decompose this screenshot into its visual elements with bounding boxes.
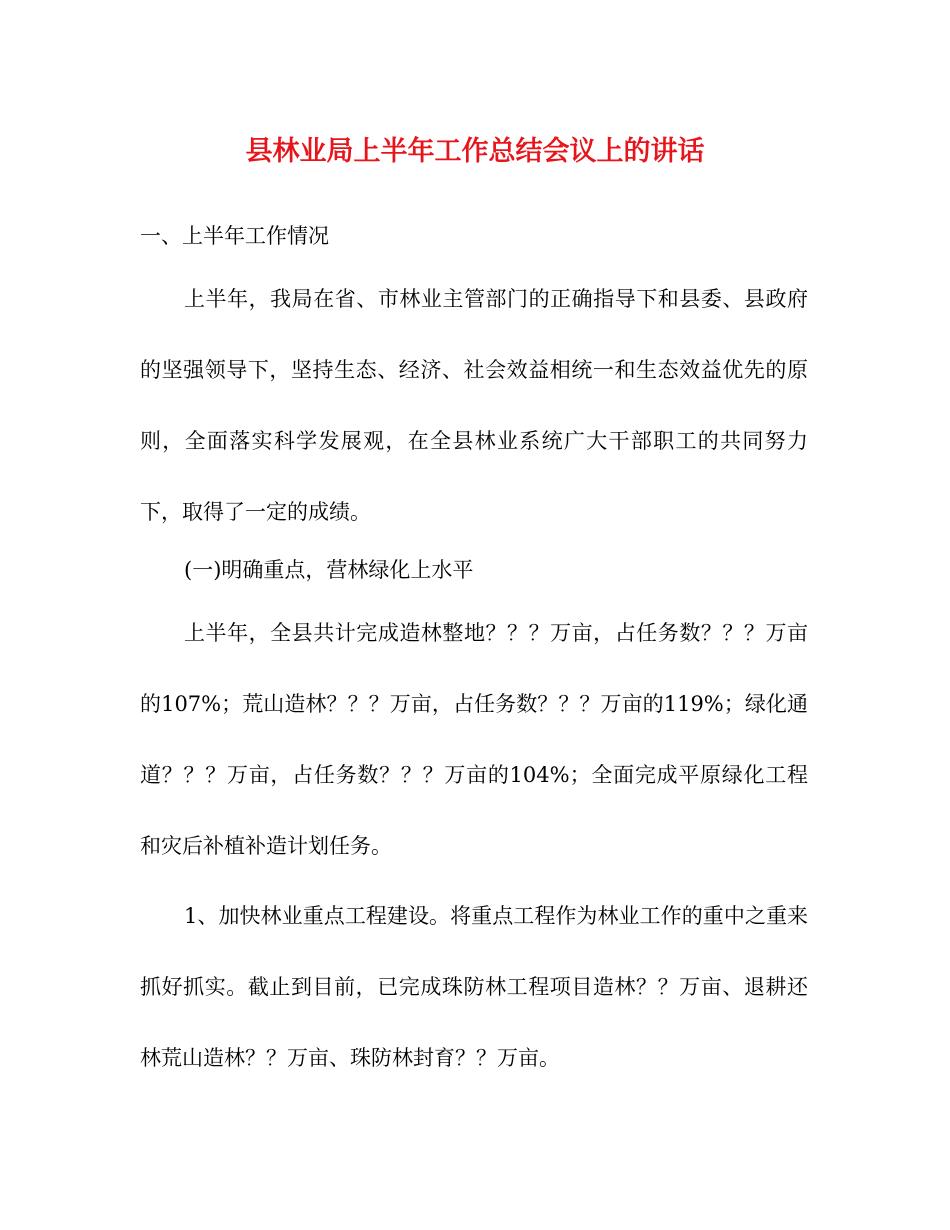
paragraph-key-projects: 1、加快林业重点工程建设。将重点工程作为林业工作的重中之重来抓好抓实。截止到目前，已完成珠防林工程项目造林？？万亩、退耕还林荒山造林？？万亩、珠防林封育？？万亩。 — [140, 904, 808, 1070]
section-heading: 一、上半年工作情况 — [140, 224, 329, 248]
paragraph-overview: 上半年，我局在省、市林业主管部门的正确指导下和县委、县政府的坚强领导下，坚持生态、经济、社会效益相统一和生态效益优先的原则，全面落实科学发展观，在全县林业系统广大干部职工的共同努力下，取得了一定的成绩。 — [140, 287, 808, 524]
subheading-afforestation: (一)明确重点，营林绿化上水平 — [184, 558, 474, 582]
document-title: 县林业局上半年工作总结会议上的讲话 — [245, 136, 705, 167]
paragraph-afforestation-stats: 上半年，全县共计完成造林整地？？？万亩，占任务数？？？万亩的107%；荒山造林？？？万亩，占任务数？？？万亩的119%；绿化通道？？？万亩，占任务数？？？万亩的104%；全面完成平原绿化工程和灾后补植补造计划任务。 — [140, 621, 808, 858]
